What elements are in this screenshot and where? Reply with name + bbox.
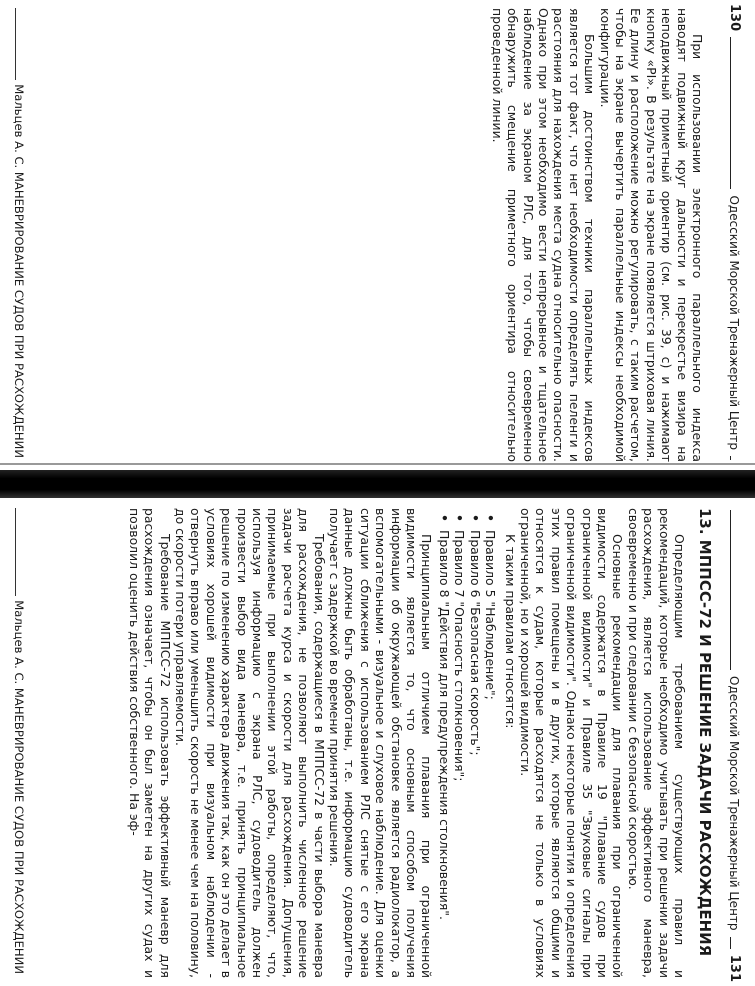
header-rule-end (730, 456, 731, 460)
running-head: Одесский Морской Тренажерный Центр (727, 195, 741, 450)
running-head: Одесский Морской Тренажерный Центр (727, 676, 741, 931)
footer-rule (15, 508, 16, 596)
footer-text: Мальцев А. С. МАНЕВРИРОВАНИЕ СУДОВ ПРИ РАСХОЖДЕНИИ (12, 600, 26, 974)
book-page-131 (0, 500, 755, 986)
page-130-header (727, 4, 747, 466)
page-131-body (126, 508, 715, 978)
page-number: 130 (727, 4, 742, 32)
page-130-body (489, 8, 705, 462)
header-rule (730, 37, 731, 189)
page-131-header (727, 504, 747, 982)
paragraph: Требование МППСС-72 использовать эффективный маневр для расхождения означает, чтобы он был заметен на других судах и позволил оценить действия собственного. На эф- (126, 508, 173, 978)
footer-rule (15, 8, 16, 80)
list-item: • Правило 7 "Опасность столкновения"; (452, 508, 467, 978)
page-131-footer (12, 504, 28, 982)
paragraph: Принципиальным отличием плавания при ограниченной видимости является то, что основным способом получения информации об окружающей обстановке является радиолокатор, а вспомогательными - визуальное и слуховое наблюдение. Для оценки ситуации сближения с использованием РЛС снятые с его экрана данные должны быть обработаны, т.е. информацию судоводитель получает с задержкой во времени принятия решения. (327, 508, 435, 978)
paragraph: При использовании электронного параллельного индекса наводят подвижный круг дальности и перекрестье визира на неподвижный приметный ориентир (см. рис. 39, с) и нажимают кнопку «PI». В результате на экране появляется штриховая линия. Ее длину и расположение можно регулировать, с таким расчетом, чтобы на экране вычертить параллельные индексы необходимой конфигурации. (597, 8, 705, 462)
page-130-footer (12, 4, 28, 466)
paragraph: Основные рекомендации для плавания при ограниченной видимости содержатся в Правиле 19 "Плавание судов при ограниченной видимости" и Правиле 35 "Звуковые сигналы при ограниченной видимости". Однако некоторые понятия и определения этих правил помещены и в других, которые являются общими и относятся к судам, которые расходятся не только в условиях ограниченной, но и хорошей видимости. (517, 508, 626, 978)
book-page-130 (0, 0, 755, 470)
list-item: • Правило 6 "Безопасная скорость"; (467, 508, 482, 978)
list-item: • Правило 8 "Действия для предупреждения столкновения". (437, 508, 452, 978)
paragraph: Требования, содержащиеся в МППСС-72 в части выбора маневра для расхождения, не позволяют выполнить численное решение задачи расчета курса и скорости для расхождения. Допущения, принимаемые при выполнении этой работы, определяют, что, используя информацию с экрана РЛС, судоводитель должен произвести выбор вида маневра, т.е. принять принципиальное решение по изменению характера движения так, как он это делает в условиях хорошей видимости при визуальном наблюдении - отвернуть вправо или уменьшить скорость не менее чем на половину, до скорости потери управляемости. (173, 508, 327, 978)
footer-text: Мальцев А. С. МАНЕВРИРОВАНИЕ СУДОВ ПРИ РАСХОЖДЕНИИ (12, 84, 26, 458)
paragraph: Определяющим требованием существующих правил и рекомендаций, которые необходимо учитывать при решении задачи расхождения, является использование эффективного маневра, своевременно и при следовании с безопасной скоростью. (625, 508, 687, 978)
header-rule-start (730, 510, 731, 670)
book-binding-gutter (0, 470, 755, 498)
section-heading: 13. МППСС-72 И РЕШЕНИЕ ЗАДАЧИ РАСХОЖДЕНИЯ (696, 508, 714, 957)
paragraph: К таким правилам относятся: (502, 534, 518, 729)
rules-list (437, 508, 499, 978)
page-number: 131 (727, 954, 742, 982)
paragraph: Большим достоинством техники параллельных индексов является тот факт, что нет необходимости определять пеленги и расстояния для нахождения места судна относительно опасности. Однако при этом необходимо вести непрерывное и тщательное наблюдение за экраном РЛС, для того, чтобы своевременно обнаружить смещение приметного ориентира относительно проведенной линии. (489, 8, 598, 462)
list-item: • Правило 5 "Наблюдение"; (483, 508, 498, 978)
header-rule (730, 937, 731, 949)
